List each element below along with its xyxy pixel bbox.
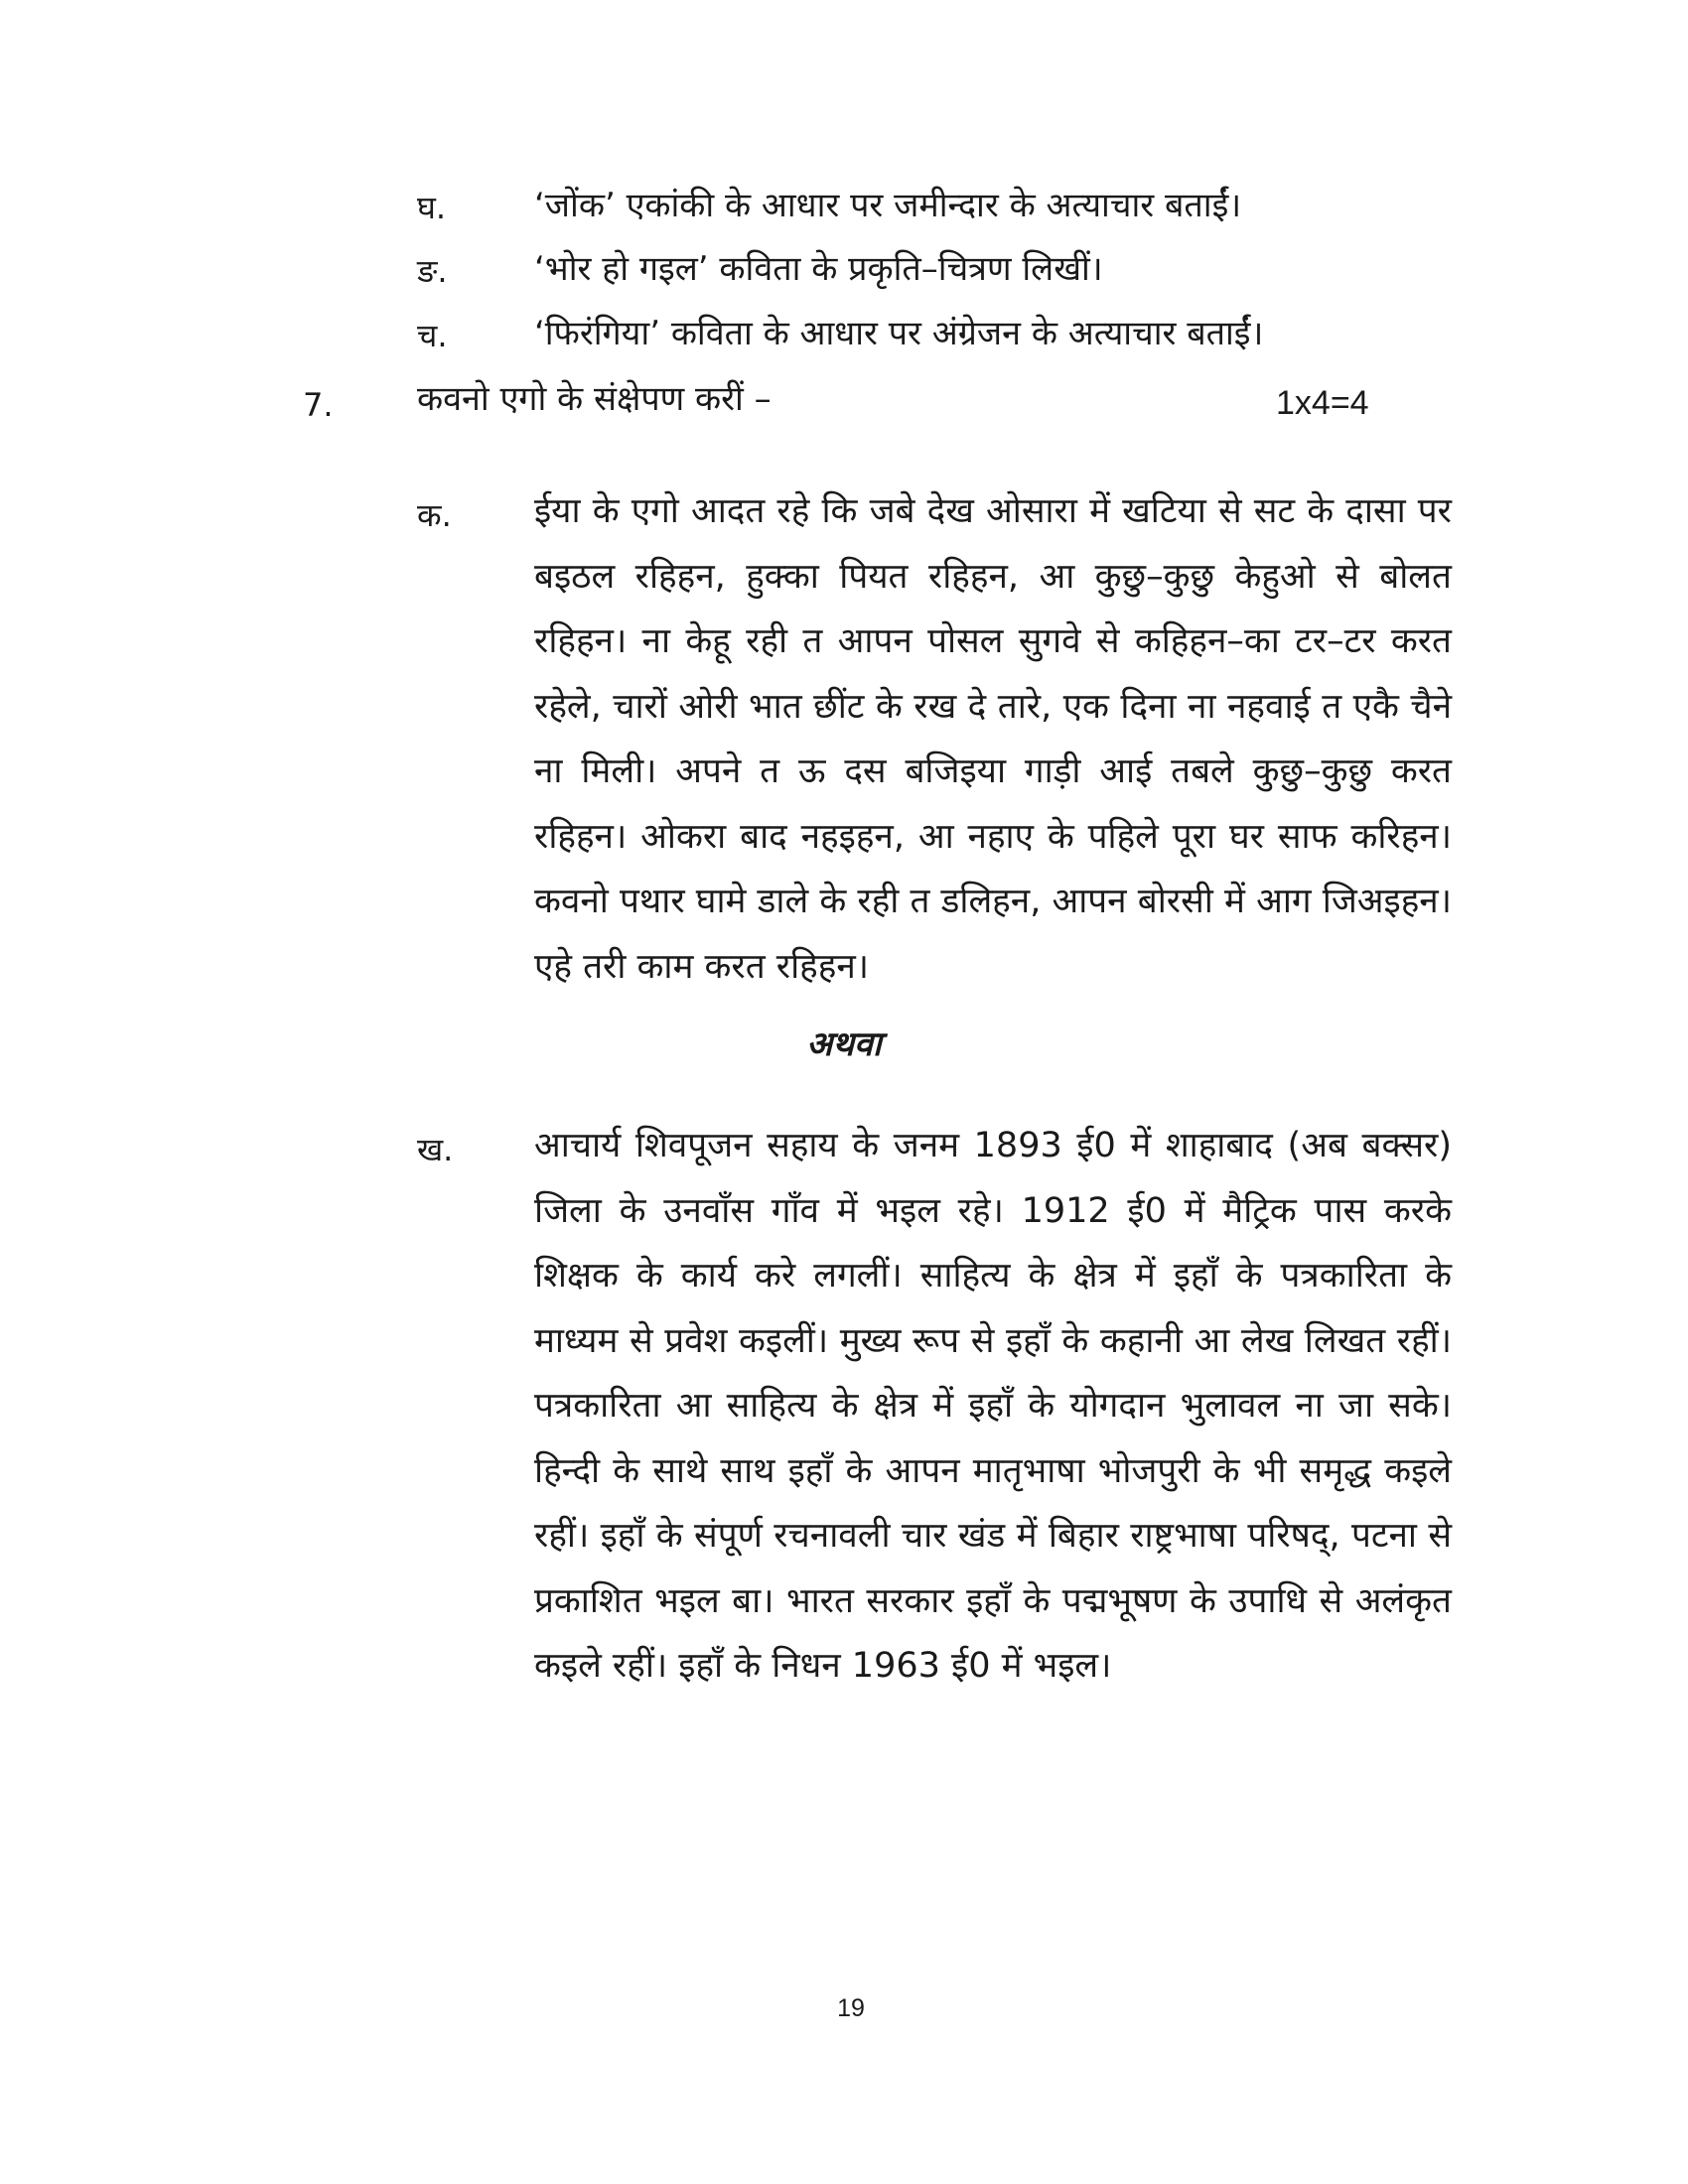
passage-marker-kha: ख. <box>417 1131 454 1168</box>
passage-marker-ka: क. <box>417 496 452 534</box>
item-marker-nga: ङ. <box>417 252 448 290</box>
question-text: कवनो एगो के संक्षेपण करीं – <box>417 379 772 419</box>
passage-ka: ईया के एगो आदत रहे कि जबे देख ओसारा में खटिया से सट के दासा पर बइठल रहिहन, हुक्का पियत रहिहन, आ कुछु–कुछु केहुओ से बोलत रहिहन। ना केहू रही त आपन पोसल सुगवे से कहिहन–का टर–टर करत रहेले, चारों ओरी भात छींट के रख दे तारे, एक दिना ना नहवाई त एकै चैने ना मिली। अपने त ऊ दस बजिइया गाड़ी आई तबले कुछु–कुछु करत रहिहन। ओकरा बाद नहइहन, आ नहाए के पहिले पूरा घर साफ करिहन। कवनो पथार घामे डाले के रही त डलिहन, आपन बोरसी में आग जिअइहन। एहे तरी काम करत रहिहन। <box>534 491 1452 987</box>
item-marker-cha: च. <box>417 317 448 354</box>
athwa-heading: अथवा <box>806 1024 882 1064</box>
item-marker-gha: घ. <box>417 189 447 226</box>
passage-kha: आचार्य शिवपूजन सहाय के जनम 1893 ई0 में शाहाबाद (अब बक्सर) जिला के उनवाँस गाँव में भइल रहे। 1912 ई0 में मैट्रिक पास करके शिक्षक के कार्य करे लगलीं। साहित्य के क्षेत्र में इहाँ के पत्रकारिता के माध्यम से प्रवेश कइलीं। मुख्य रूप से इहाँ के कहानी आ लेख लिखत रहीं। पत्रकारिता आ साहित्य के क्षेत्र में इहाँ के योगदान भुलावल ना जा सके। हिन्दी के साथे साथ इहाँ के आपन मातृभाषा भोजपुरी के भी समृद्ध कइले रहीं। इहाँ के संपूर्ण रचनावली चार खंड में बिहार राष्ट्रभाषा परिषद्, पटना से प्रकाशित भइल बा। भारत सरकार इहाँ के पद्मभूषण के उपाधि से अलंकृत कइले रहीं। इहाँ के निधन 1963 ई0 में भइल। <box>534 1126 1452 1686</box>
question-marks: 1x4=4 <box>1276 384 1369 422</box>
item-text-gha: ‘जोंक’ एकांकी के आधार पर जमीन्दार के अत्याचार बताईं। <box>534 186 1242 225</box>
page-number: 19 <box>837 1994 865 2022</box>
item-text-nga: ‘भोर हो गइल’ कविता के प्रकृति–चित्रण लिखीं। <box>534 249 1103 289</box>
question-number: 7. <box>303 386 334 424</box>
item-text-cha: ‘फिरंगिया’ कविता के आधार पर अंग्रेजन के अत्याचार बताईं। <box>534 314 1264 353</box>
